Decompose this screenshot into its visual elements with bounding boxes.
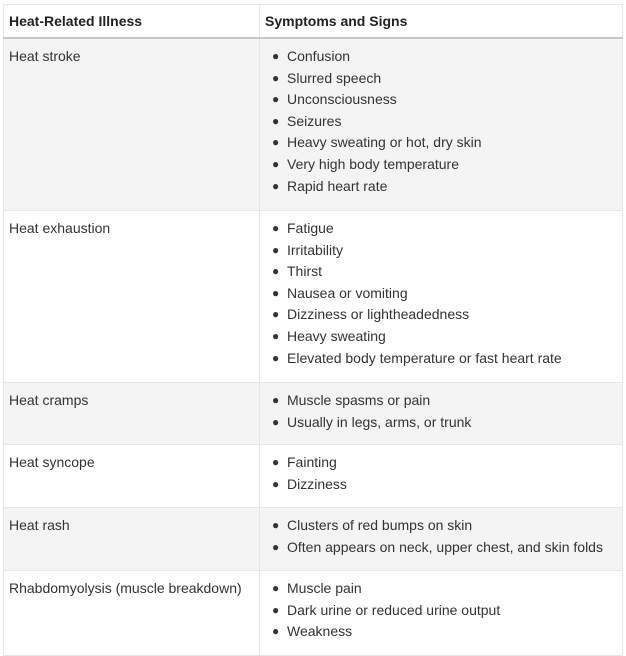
table-row [4, 508, 623, 571]
symptom-list [265, 452, 617, 495]
symptom-item: ● Confusion [272, 48, 351, 64]
symptoms-cell [260, 211, 623, 383]
symptom-list [265, 218, 617, 369]
table-row [4, 211, 623, 383]
symptom-list [265, 390, 617, 433]
symptom-item: ● Irritability [272, 241, 344, 258]
symptom-item: ● Often appears on neck, upper chest, and skin folds [272, 538, 603, 555]
symptom-item: ● Nausea or vomiting [272, 284, 408, 301]
heat-illness-table [3, 4, 623, 656]
illness-cell: Heat exhaustion [4, 211, 260, 383]
table-row [4, 571, 623, 656]
header-illness: Heat-Related Illness [4, 5, 260, 39]
symptoms-cell [260, 571, 623, 656]
symptom-item: ● Weakness [272, 623, 353, 640]
illness-cell: Heat syncope [4, 445, 260, 508]
symptom-item: ● Unconsciousness [272, 91, 397, 108]
symptom-item: ● Dark urine or reduced urine output [272, 601, 501, 618]
symptom-item: ● Muscle pain [272, 580, 362, 596]
table-row [4, 445, 623, 508]
illness-cell: Heat stroke [4, 38, 260, 211]
symptom-item: ● Muscle spasms or pain [272, 392, 431, 408]
symptom-item: ● Very high body temperature [272, 155, 459, 172]
symptom-list [265, 515, 617, 558]
symptom-item: ● Heavy sweating or hot, dry skin [272, 134, 482, 151]
table-row [4, 38, 623, 211]
symptom-item: ● Thirst [272, 263, 322, 280]
header-symptoms: Symptoms and Signs [260, 5, 623, 39]
illness-cell: Heat rash [4, 508, 260, 571]
symptoms-cell [260, 38, 623, 211]
illness-cell: Rhabdomyolysis (muscle breakdown) [4, 571, 260, 656]
symptom-item: ● Fatigue [272, 220, 334, 236]
symptom-item: ● Heavy sweating [272, 327, 386, 344]
symptom-item: ● Rapid heart rate [272, 177, 388, 194]
symptom-item: ● Fainting [272, 454, 337, 470]
symptom-item: ● Usually in legs, arms, or trunk [272, 413, 472, 430]
table-container [3, 4, 622, 656]
symptom-item: ● Clusters of red bumps on skin [272, 517, 473, 533]
symptoms-cell [260, 508, 623, 571]
symptom-item: ● Elevated body temperature or fast heart rate [272, 349, 562, 366]
table-row [4, 383, 623, 445]
illness-cell: Heat cramps [4, 383, 260, 445]
symptom-item: ● Seizures [272, 112, 342, 129]
symptom-item: ● Slurred speech [272, 69, 382, 86]
symptom-list [265, 578, 617, 643]
symptoms-cell [260, 445, 623, 508]
table-header-row [4, 5, 623, 39]
symptom-item: ● Dizziness [272, 475, 347, 492]
symptom-item: ● Dizziness or lightheadedness [272, 306, 470, 323]
symptom-list [265, 46, 617, 197]
symptoms-cell [260, 383, 623, 445]
